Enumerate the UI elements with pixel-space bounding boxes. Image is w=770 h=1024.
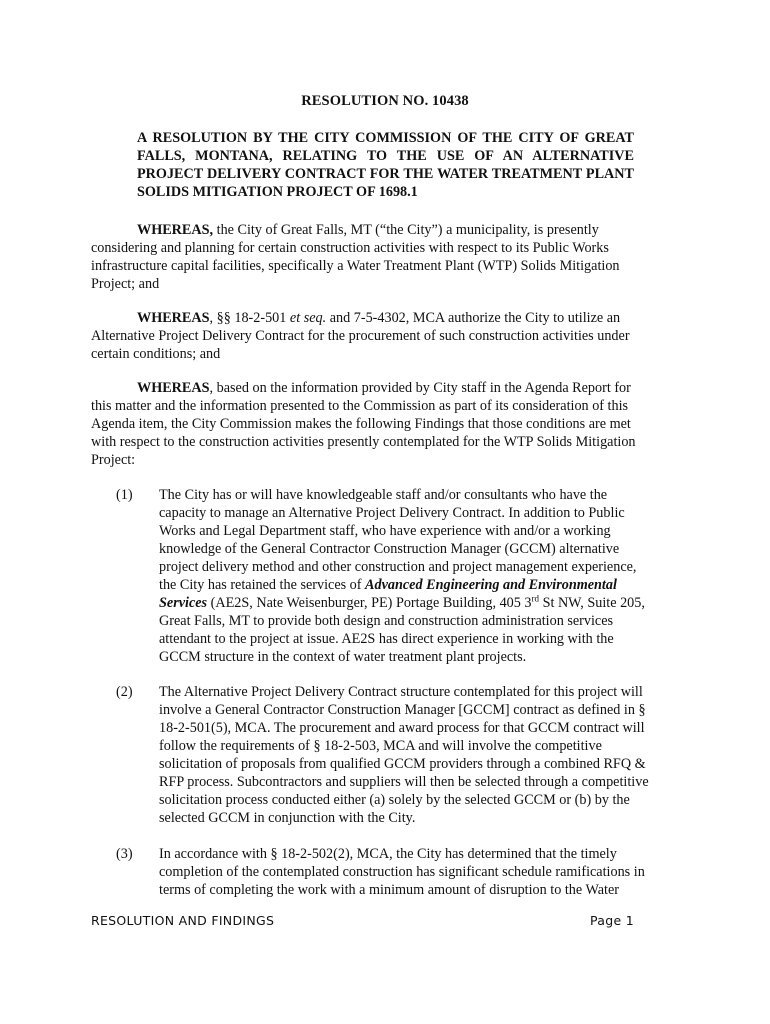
whereas-italic: et seq. [289, 310, 327, 326]
finding-number: (1) [116, 487, 133, 503]
footer-title: RESOLUTION AND FINDINGS [91, 913, 275, 928]
page-number: Page 1 [590, 913, 634, 928]
whereas-paragraph-2 [91, 309, 643, 363]
whereas-text: the City of Great Falls, MT (“the City”) a municipality, is presently considering and planning for certain construction activities with respect to its Public Works infrastructure capital facilities, specifically a Water Treatment Plant (WTP) Solids Mitigation Project; and [91, 222, 620, 292]
finding-text-part: (AE2S, Nate Weisenburger, PE) Portage Building, 405 3 [207, 595, 532, 611]
finding-superscript: rd [531, 593, 540, 604]
finding-number: (2) [116, 684, 133, 700]
whereas-text: , based on the information provided by City staff in the Agenda Report for this matter and the information presented to the Commission as part of its consideration of this Agenda item, the City Commission makes the following Findings that those conditions are met with respect to the construction activities presently contemplated for the WTP Solids Mitigation Project: [91, 380, 636, 468]
whereas-lead: WHEREAS [137, 380, 210, 396]
finding-number: (3) [116, 846, 133, 862]
finding-text: The Alternative Project Delivery Contract structure contemplated for this project will involve a General Contractor Construction Manager [GCCM] contract as defined in § 18-2-501(5), MCA. The procurement and award process for that GCCM contract will follow the requirements of § 18-2-503, MCA and will involve the competitive solicitation of proposals from qualified GCCM providers through a combined RFQ & RFP process. Subcontractors and suppliers will then be selected through a competitive solicitation process conducted either (a) solely by the selected GCCM or (b) by the selected GCCM in conjunction with the City. [159, 684, 649, 826]
whereas-text: , §§ 18-2-501 [209, 310, 290, 326]
whereas-paragraph-3 [91, 379, 643, 469]
whereas-text: and 7-5-4302, MCA authorize the City to utilize an Alternative Project Delivery Contract for the procurement of such construction activities under certain conditions; and [91, 310, 630, 362]
finding-text-part: The City has or will have knowledgeable staff and/or consultants who have the capacity to manage an Alternative Project Delivery Contract. In addition to Public Works and Legal Department staff, who have experience with and/or a working knowledge of the General Contractor Construction Manager (GCCM) alternative project delivery method and other construction and project management experience, the City has retained the services of [159, 487, 637, 593]
finding-emphasis: Advanced Engineering and Environmental Services [159, 577, 617, 611]
whereas-lead: WHEREAS [137, 310, 210, 326]
resolution-number: RESOLUTION NO. 10438 [301, 93, 469, 109]
whereas-lead: WHEREAS, [137, 222, 214, 238]
resolution-title: A RESOLUTION BY THE CITY COMMISSION OF THE CITY OF GREAT FALLS, MONTANA, RELATING TO THE USE OF AN ALTERNATIVE PROJECT DELIVERY CONTRACT FOR THE WATER TREATMENT PLANT SOLIDS MITIGATION PROJECT OF 1698.1 [137, 130, 634, 200]
finding-text-part: St NW, Suite 205, Great Falls, MT to provide both design and construction administration services attendant to the project at issue. AE2S has direct experience in working with the GCCM structure in the context of water treatment plant projects. [159, 595, 645, 665]
finding-text [159, 486, 649, 666]
whereas-paragraph-1 [91, 221, 643, 293]
finding-text: In accordance with § 18-2-502(2), MCA, the City has determined that the timely completion of the contemplated construction has significant schedule ramifications in terms of completing the work with a minimum amount of disruption to the Water [159, 846, 645, 898]
